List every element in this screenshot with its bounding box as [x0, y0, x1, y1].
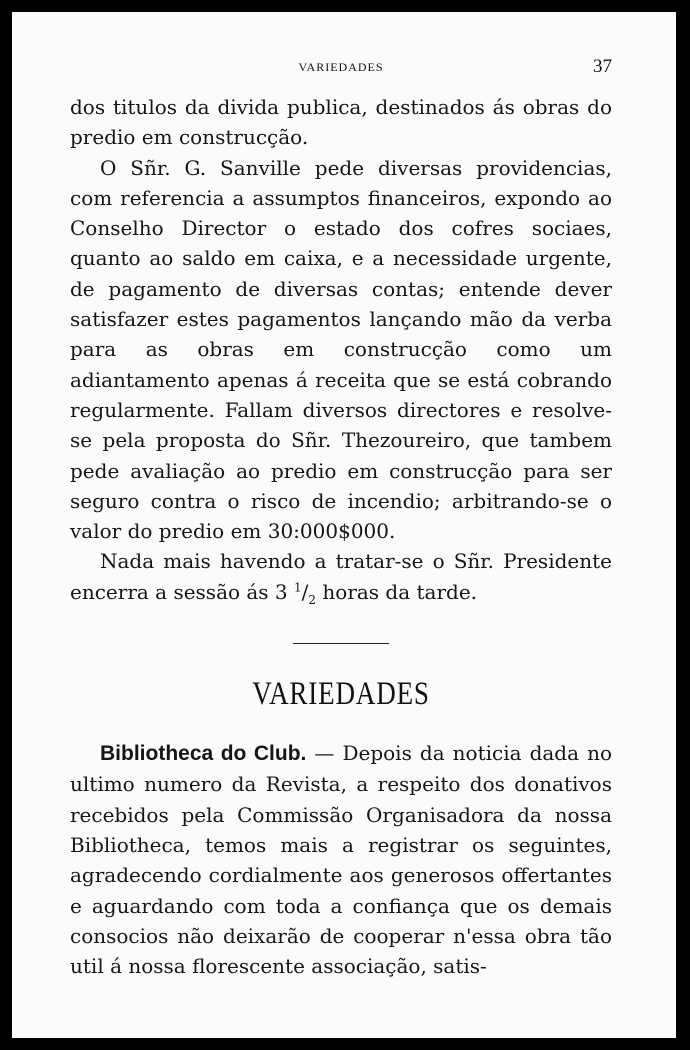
closing-text: Nada mais havendo a tratar-se o Sñr. Presidente encerra a sessão ás 3	[70, 549, 612, 604]
paragraph-sanville: O Sñr. G. Sanville pede diversas providencias, com referencia a assumptos financeiros, expondo ao Conselho Director o estado dos cofres sociaes, quanto ao saldo em caixa, e a necessidade urgente, de pagamento de diversas contas; entende dever satisfazer estes pagamentos lançando mão da verba para as obras em construcção como um adiantamento apenas á receita que se está cobrando regularmente. Fallam diversos directores e resolve-se pela proposta do Sñr. Thezoureiro, que tambem pede avaliação ao predio em construcção para ser seguro contra o risco de incendio; arbitrando-se o valor do predio em 30:000$000.	[70, 155, 612, 544]
paragraph-closing	[70, 546, 612, 607]
running-title: VARIEDADES	[298, 60, 384, 74]
lead-in-heading: Bibliotheca do Club.	[100, 742, 307, 766]
fraction: $^1/_2$	[294, 579, 317, 607]
running-head	[70, 56, 612, 80]
body-text	[70, 92, 612, 981]
paragraph-continuation: dos titulos da divida publica, destinados ás obras do predio em construcção.	[70, 95, 612, 150]
lead-dash: —	[306, 741, 343, 766]
section-separator	[293, 643, 389, 644]
document-page	[12, 12, 676, 1038]
closing-tail: horas da tarde.	[316, 579, 478, 604]
page-number: 37	[593, 56, 612, 77]
paragraph-bibliotheca	[70, 738, 612, 981]
fraction-denominator: 2	[308, 592, 317, 607]
fraction-numerator: 1	[294, 580, 302, 595]
bibliotheca-body: Depois da noticia dada no ultimo numero da Revista, a respeito dos donativos recebidos pela Commissão Organisadora da nossa Bibliotheca, temos mais a registrar os seguintes, agradecendo cordialmente aos generosos offertantes e aguardando com toda a confiança que os demais consocios não deixarão de cooperar n'essa obra tão util á nossa florescente associação, satis-	[70, 741, 612, 979]
section-title: VARIEDADES	[252, 676, 430, 713]
